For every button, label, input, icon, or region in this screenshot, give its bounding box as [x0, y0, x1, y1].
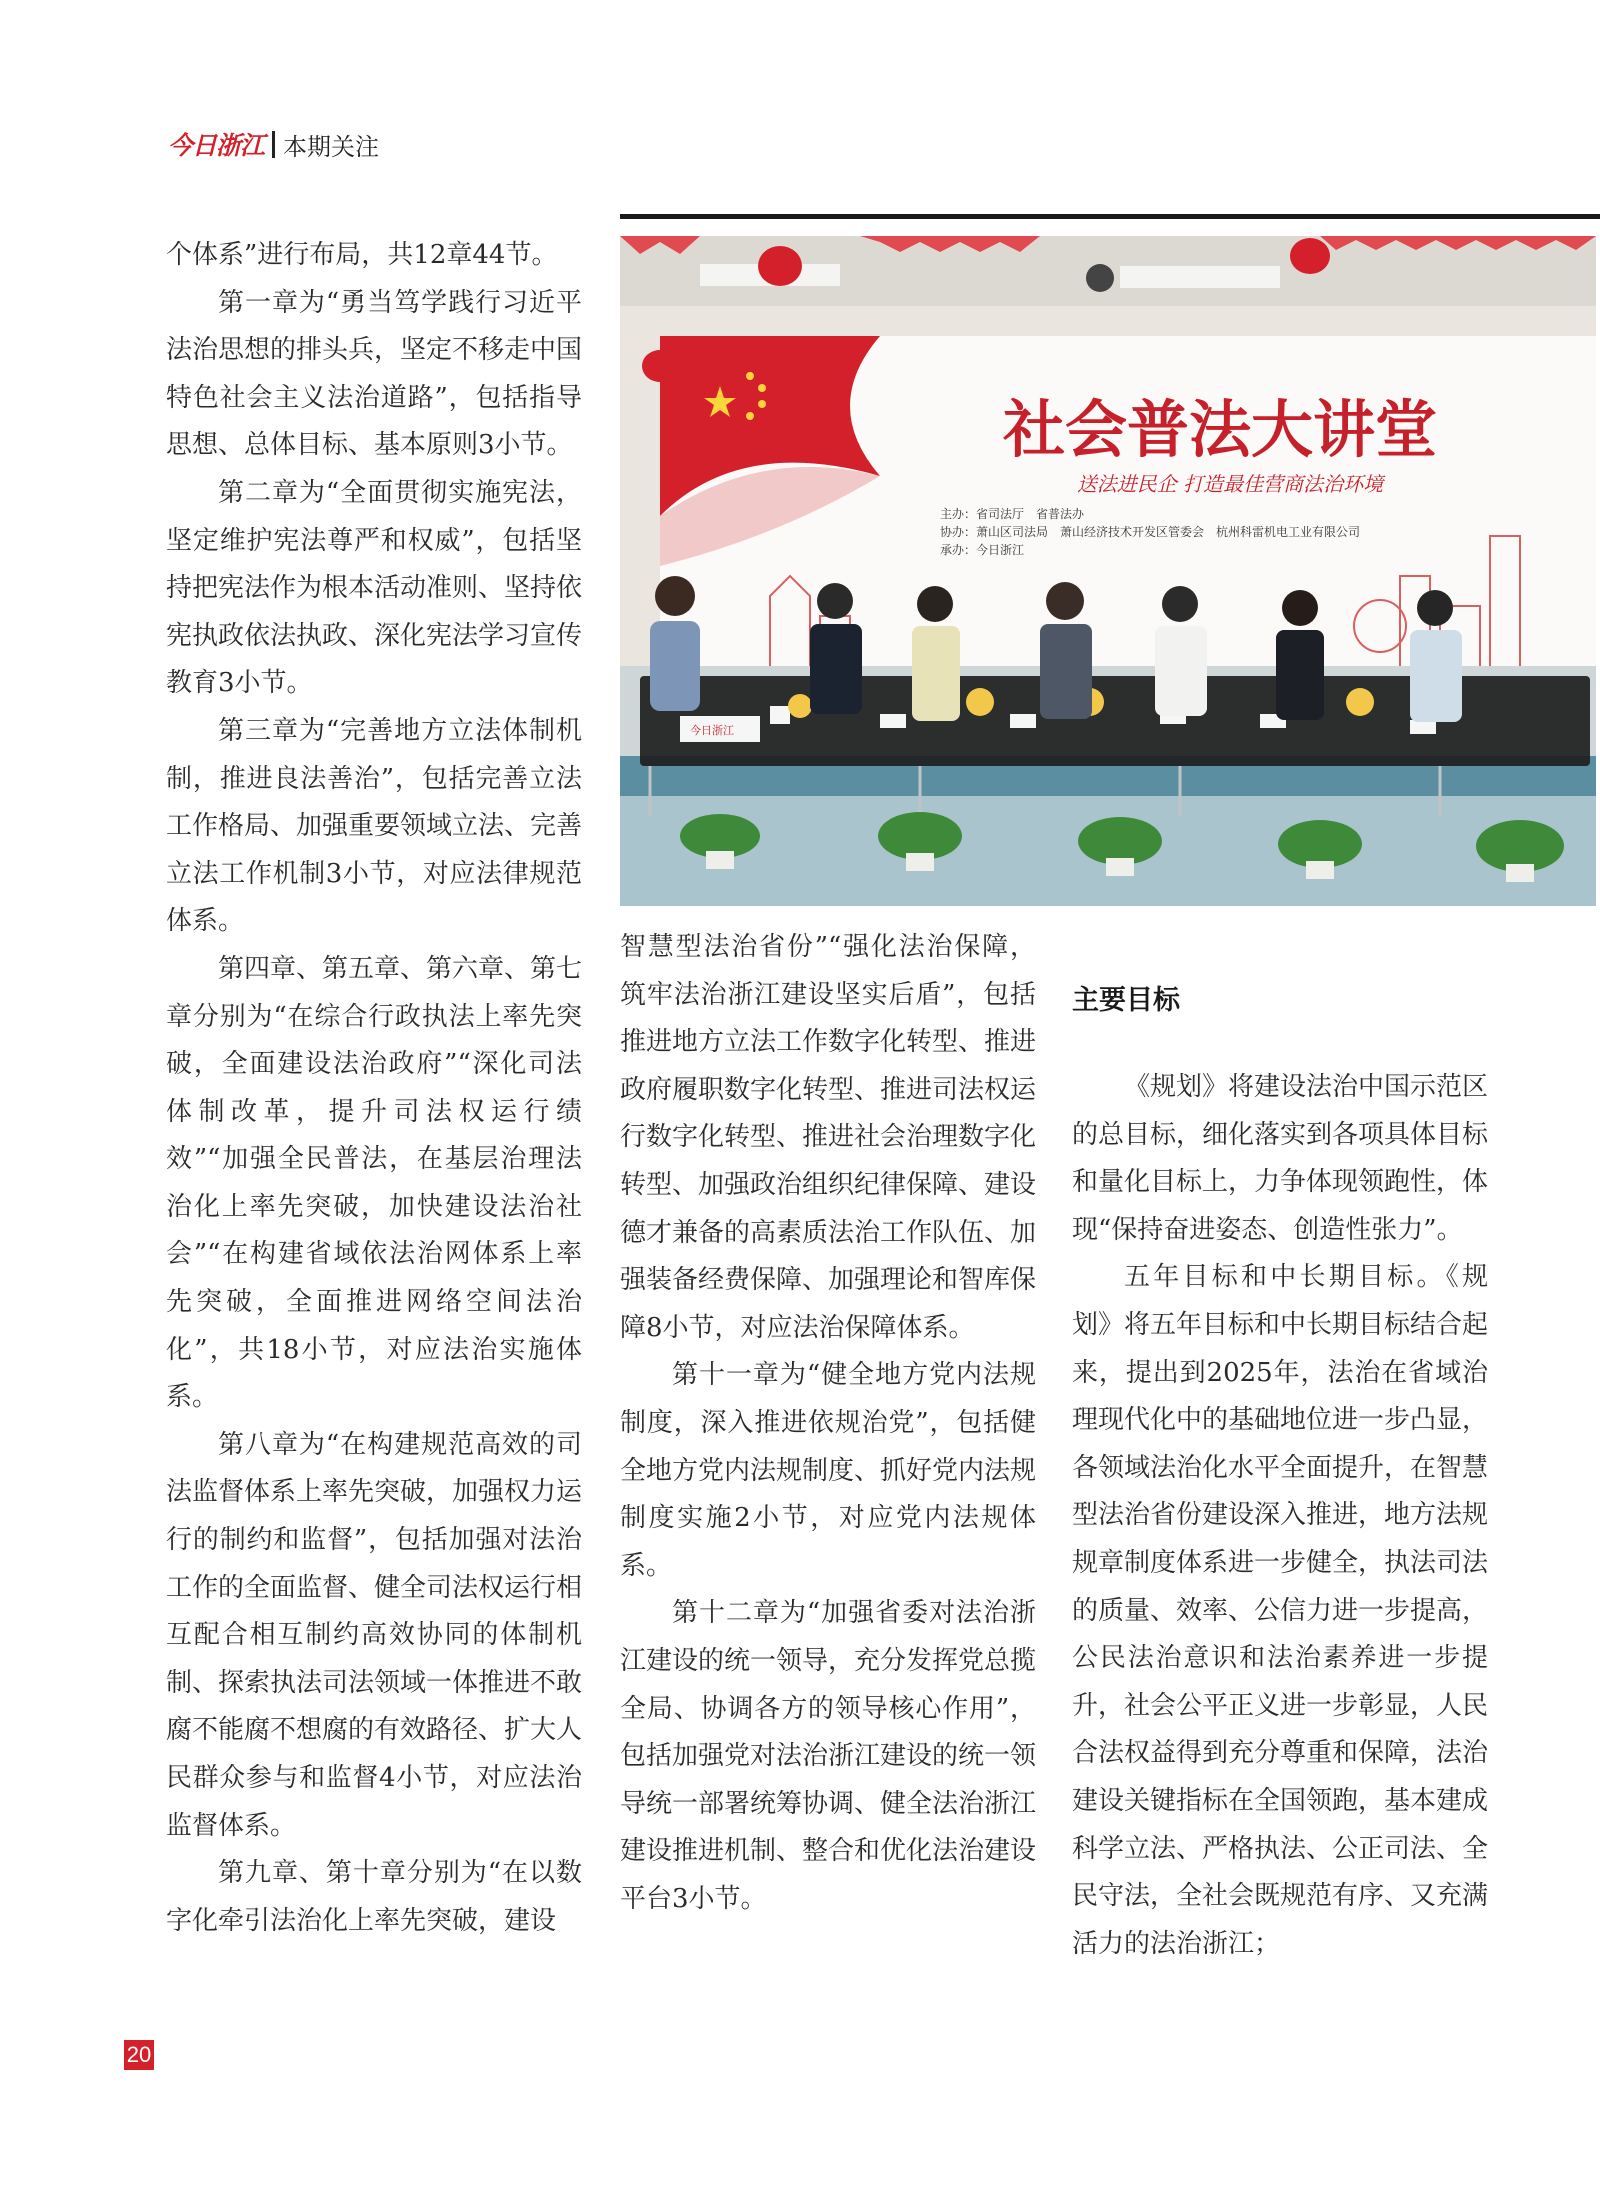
- banner-title: 社会普法大讲堂: [1002, 393, 1438, 466]
- section-heading: 主要目标: [1072, 985, 1180, 1016]
- podium-label: 今日浙江: [690, 724, 734, 737]
- paragraph: 五年目标和中长期目标。《规划》将五年目标和中长期目标结合起来，提出到2025年，法治在省域治理现代化中的基础地位进一步凸显，各领域法治化水平全面提升，在智慧型法治省份建设深入推进，地方法规规章制度体系进一步健全，执法司法的质量、效率、公信力进一步提高，公民法治意识和法治素养进一步提升，社会公平正义进一步彰显，人民合法权益得到充分尊重和保障，法治建设关键指标在全国领跑，基本建成科学立法、严格执法、公正司法、全民守法，全社会既规范有序、又充满活力的法治浙江；: [1072, 1262, 1489, 1959]
- paragraph: 《规划》将建设法治中国示范区的总目标，细化落实到各项具体目标和量化目标上，力争体现领跑性，体现“保持奋进姿态、创造性张力”。: [1072, 1072, 1489, 1245]
- paragraph: 第九章、第十章分别为“在以数字化牵引法治化上率先突破，建设: [166, 1858, 582, 1936]
- masthead: [168, 124, 379, 164]
- organizer-line: 协办：萧山区司法局 萧山经济技术开发区管委会 杭州科雷机电工业有限公司: [940, 525, 1361, 539]
- section-label: 本期关注: [283, 132, 380, 161]
- paragraph: 第二章为“全面贯彻实施宪法，坚定维护宪法尊严和权威”，包括坚持把宪法作为根本活动准则、坚持依宪执政依法执政、深化宪法学习宣传教育3小节。: [166, 477, 583, 699]
- paragraph: 第八章为“在构建规范高效的司法监督体系上率先突破，加强权力运行的制约和监督”，包括加强对法治工作的全面监督、健全司法权运行相互配合相互制约高效协同的体制机制、探索执法司法领域一体推进不敢腐不能腐不想腐的有效路径、扩大人民群众参与和监督4小节，对应法治监督体系。: [166, 1429, 583, 1841]
- paragraph: 第十一章为“健全地方党内法规制度，深入推进依规治党”，包括健全地方党内法规制度、抓好党内法规制度实施2小节，对应党内法规体系。: [620, 1360, 1037, 1581]
- header-divider: [272, 131, 275, 158]
- text-column-1: [166, 232, 582, 1945]
- event-photo: [620, 236, 1596, 906]
- paragraph: 第一章为“勇当笃学践行习近平法治思想的排头兵，坚定不移走中国特色社会主义法治道路”，包括指导思想、总体目标、基本原则3小节。: [166, 287, 583, 461]
- paragraph: 智慧型法治省份”“强化法治保障，筑牢法治浙江建设坚实后盾”，包括推进地方立法工作数字化转型、推进政府履职数字化转型、推进司法权运行数字化转型、推进社会治理数字化转型、加强政治组织纪律保障、建设德才兼备的高素质法治工作队伍、加强装备经费保障、加强理论和智库保障8小节，对应法治保障体系。: [620, 932, 1037, 1343]
- paragraph: 第十二章为“加强省委对法治浙江建设的统一领导，充分发挥党总揽全局、协调各方的领导核心作用”，包括加强党对法治浙江建设的统一领导统一部署统筹协调、健全法治浙江建设推进机制、整合和优化法治建设平台3小节。: [620, 1598, 1037, 1914]
- magazine-logo: 今日浙江: [168, 131, 265, 160]
- top-rule: [620, 214, 1600, 219]
- page-number: 20: [124, 2040, 154, 2070]
- paragraph: 第三章为“完善地方立法体制机制，推进良法善治”，包括完善立法工作格局、加强重要领域立法、完善立法工作机制3小节，对应法律规范体系。: [166, 715, 583, 937]
- paragraph: 个体系”进行布局，共12章44节。: [166, 240, 558, 270]
- paragraph: 第四章、第五章、第六章、第七章分别为“在综合行政执法上率先突破，全面建设法治政府”“深化司法体制改革，提升司法权运行绩效”“加强全民普法，在基层治理法治化上率先突破，加快建设法治社会”“在构建省域依法治网体系上率先突破，全面推进网络空间法治化”，共18小节，对应法治实施体系。: [166, 953, 583, 1413]
- text-column-2: [620, 924, 1036, 1923]
- banner-subtitle: 送法进民企 打造最佳营商法治环境: [1076, 472, 1384, 496]
- text-column-3: [1072, 1064, 1488, 1968]
- organizer-line: 主办：省司法厅 省普法办: [940, 507, 1085, 521]
- organizer-line: 承办：今日浙江: [940, 543, 1025, 557]
